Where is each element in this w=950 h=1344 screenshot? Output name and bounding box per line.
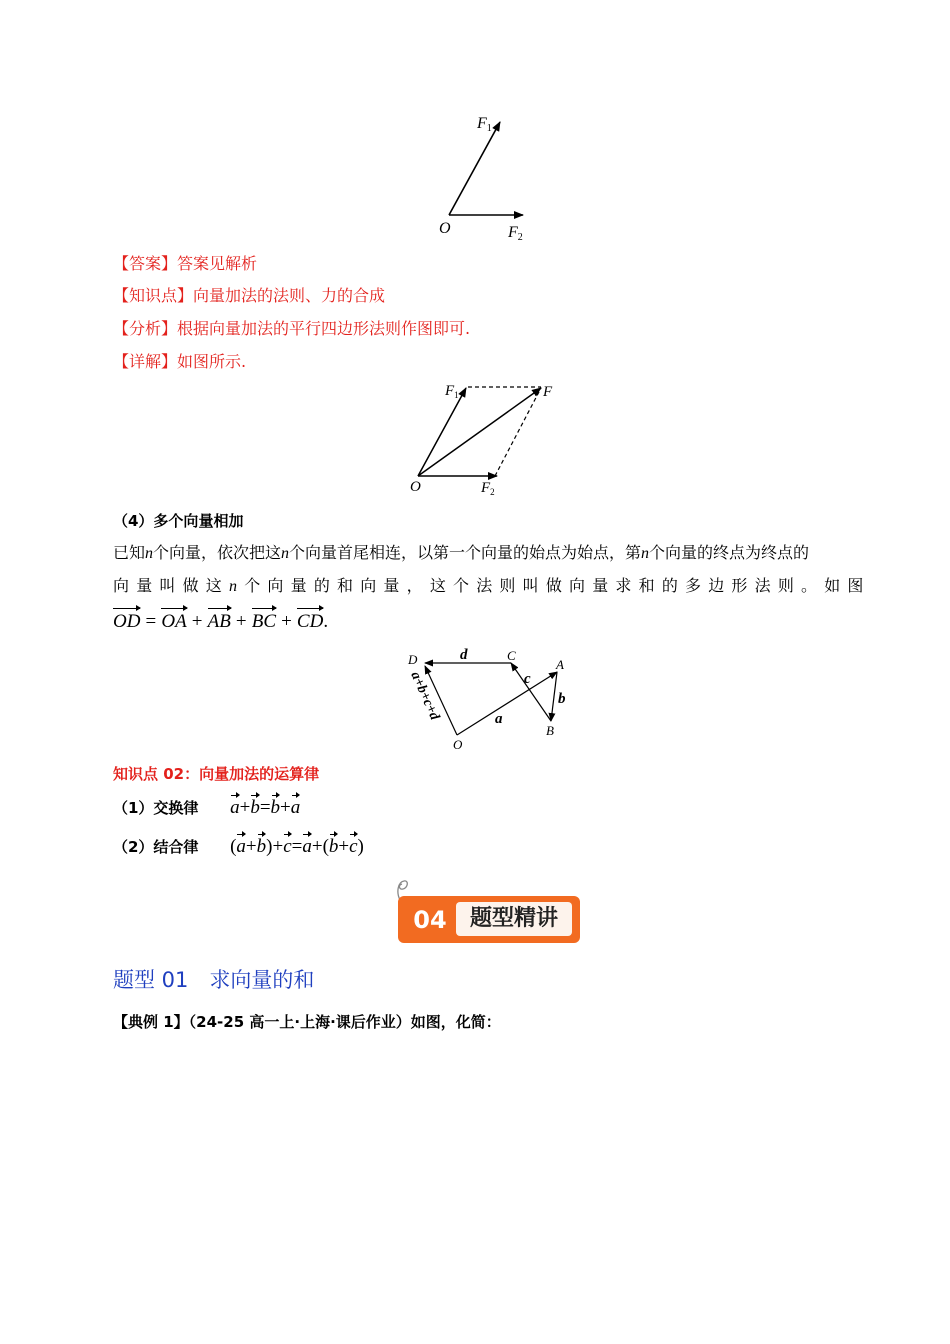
vec-AB: AB <box>207 611 231 632</box>
law2-row <box>113 836 364 858</box>
example1-line <box>113 1012 501 1032</box>
label-O: O <box>439 220 451 237</box>
label-c: c <box>524 671 531 687</box>
label-F2-2: $F_2$ <box>481 480 495 497</box>
law1-a2: a <box>290 797 301 818</box>
label-B: B <box>546 723 554 738</box>
answer-bracket: 【答案】 <box>113 254 178 273</box>
vec-BC: BC <box>251 611 276 632</box>
analysis-line <box>113 319 470 339</box>
section4-line1 <box>113 543 809 564</box>
section4-line2 <box>113 576 871 597</box>
law2-plus3: + <box>311 836 323 857</box>
law2-plus2: + <box>272 836 284 857</box>
detail-bracket: 【详解】 <box>113 352 178 371</box>
example1-text: 如图，化简： <box>410 1013 501 1031</box>
op-eq: = <box>145 611 157 632</box>
analysis-bracket: 【分析】 <box>113 319 178 338</box>
vector-b <box>551 672 557 721</box>
law1-b2: b <box>270 797 281 818</box>
dashed-right <box>495 388 541 476</box>
law2-a1: a <box>236 836 246 857</box>
law2-c2: c <box>349 836 358 857</box>
vector-F1 <box>449 122 500 215</box>
s4-text-4: 个向量的终点为终点的 <box>649 543 810 562</box>
detail-line <box>113 352 246 372</box>
vector-a <box>457 672 557 735</box>
figure-polygon-rule <box>400 644 580 756</box>
vec-OD: OD <box>113 611 141 632</box>
law1-plus2: + <box>280 797 291 818</box>
op-plus-3: + <box>281 611 292 632</box>
section-banner <box>396 876 582 946</box>
law1-eq: = <box>259 797 271 818</box>
knowledge-line <box>113 286 385 306</box>
label-b: b <box>558 691 566 707</box>
answer-text: 答案见解析 <box>177 254 258 273</box>
law1-row <box>113 797 300 819</box>
s4-n-2: n <box>281 545 290 562</box>
label-F: F <box>543 384 553 400</box>
law1-plus1: + <box>239 797 251 818</box>
vector-c <box>511 663 551 721</box>
law2-lp1: ( <box>230 836 237 857</box>
banner-label-box: 题型精讲 <box>456 902 572 936</box>
example1-bracket: 【典例 1】 <box>113 1013 189 1031</box>
section4-formula <box>113 611 328 633</box>
law1-label: （1）交换律 <box>113 799 199 817</box>
label-O-3: O <box>453 737 463 752</box>
s4-line2-b: 个向量的和向量，这个法则叫做向量求和的多边形法则。如图 <box>244 576 871 595</box>
s4-text-1: 已知 <box>113 543 146 562</box>
vector-F1-2 <box>418 388 466 476</box>
law2-label: （2）结合律 <box>113 838 199 856</box>
law1-a1: a <box>230 797 240 818</box>
figure-parallelogram <box>400 378 570 500</box>
example1-source: （24-25 高一上·上海·课后作业） <box>188 1013 411 1031</box>
law2-rp2: ) <box>357 836 364 857</box>
section4-title: （4）多个向量相加 <box>113 512 244 530</box>
formula-period: . <box>323 611 329 632</box>
s4-text-2: 个向量，依次把这 <box>153 543 282 562</box>
knowledge-bracket: 【知识点】 <box>113 286 194 305</box>
s4-n-3: n <box>641 545 650 562</box>
law2-rp1: ) <box>266 836 273 857</box>
figure-force-vectors <box>430 108 540 244</box>
label-d: d <box>460 647 468 663</box>
label-sum: a+b+c+d <box>407 669 442 723</box>
s4-line2-a: 向量叫做这 <box>113 576 230 595</box>
banner-number: 04 <box>413 906 447 934</box>
law2-eq: = <box>291 836 303 857</box>
label-A: A <box>556 657 564 672</box>
law2-b1: b <box>256 836 267 857</box>
label-O-2: O <box>410 479 421 495</box>
s4-line2-n: n <box>229 578 245 595</box>
vector-F-resultant <box>418 388 541 476</box>
op-plus-2: + <box>235 611 247 632</box>
law2-b2: b <box>328 836 339 857</box>
detail-text: 如图所示. <box>177 352 247 371</box>
law2-a2: a <box>302 836 312 857</box>
kp02-title: 知识点 02：向量加法的运算律 <box>113 765 320 783</box>
s4-text-3: 个向量首尾相连，以第一个向量的始点为始点，第 <box>289 543 642 562</box>
op-plus-1: + <box>191 611 203 632</box>
label-C: C <box>507 648 516 663</box>
label-F1-2: $F_1$ <box>445 383 459 400</box>
law2-plus4: + <box>338 836 350 857</box>
type01-title: 题型 01 求向量的和 <box>113 968 315 992</box>
s4-n-1: n <box>145 545 154 562</box>
analysis-text: 根据向量加法的平行四边形法则作图即可. <box>177 319 471 338</box>
label-D: D <box>408 652 418 667</box>
vec-CD: CD <box>296 611 324 632</box>
answer-line <box>113 254 257 274</box>
law2-lp2: ( <box>322 836 329 857</box>
law2-c1: c <box>283 836 292 857</box>
label-F1: F1 <box>477 115 492 134</box>
label-F2: F2 <box>508 224 523 243</box>
law2-plus1: + <box>245 836 257 857</box>
label-a: a <box>495 711 503 727</box>
knowledge-text: 向量加法的法则、力的合成 <box>193 286 386 305</box>
vec-OA: OA <box>161 611 187 632</box>
law1-b1: b <box>250 797 260 818</box>
